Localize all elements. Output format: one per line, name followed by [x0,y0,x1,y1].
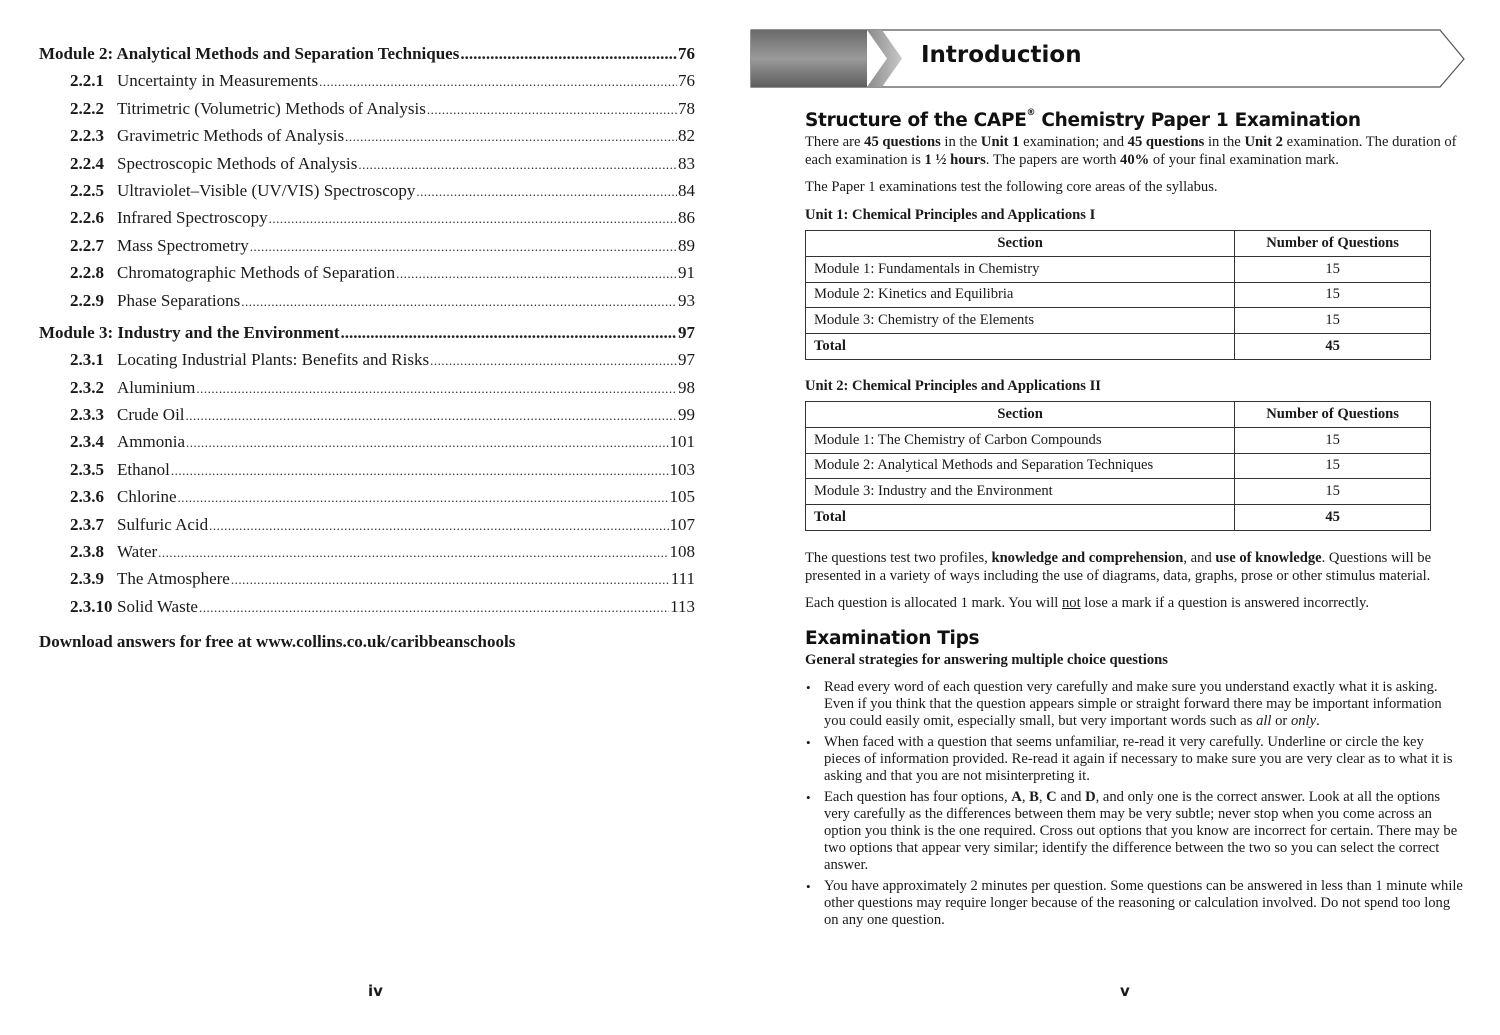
toc-page-number: 97 [678,322,695,342]
toc-leader-dots [231,565,670,593]
toc-page-number: 78 [678,98,695,118]
toc-entry-title: The Atmosphere [117,569,230,589]
toc-entry-number: 2.3.1 [70,350,104,370]
toc-entry-title: Phase Separations [117,290,241,310]
toc-entry[interactable] [39,259,695,286]
text: Read every word of each question very carefully and make sure you understand exactly what it is asking. Even if you think that the question appears simple or straight forward there may be important information you could easily omit, especially small, but very important words such as [824,679,1442,729]
toc-leader-dots [460,40,677,67]
toc-leader-dots [269,204,677,232]
toc-leader-dots [171,456,669,484]
toc-entry-title: Titrimetric (Volumetric) Methods of Analysis [117,98,426,118]
toc-page-number: 89 [678,235,695,255]
toc-page-number: 93 [678,290,695,310]
toc-entry[interactable] [39,593,695,620]
toc-entry-title: Sulfuric Acid [117,514,209,534]
toc-entry[interactable] [39,232,695,259]
cell-total-label: Total [806,334,1235,360]
table-row [806,282,1431,308]
examination-tips-heading: Examination Tips [805,628,980,649]
toc-entry-number: 2.3.8 [70,542,104,562]
toc-entry-title: Water [117,542,158,562]
banner-arrow-graphic [750,28,1466,90]
toc-module-3[interactable] [39,319,695,346]
toc-entry-title: Ammonia [117,432,185,452]
toc-module-2[interactable] [39,40,695,67]
column-header-section: Section [806,402,1235,428]
cell-number: 15 [1235,453,1431,479]
toc-entry[interactable] [39,538,695,565]
toc-leader-dots [209,511,668,539]
cell-section: Module 3: Industry and the Environment [806,479,1235,505]
toc-entry-title: Chromatographic Methods of Separation [117,263,396,283]
toc-module-title: Module 2: Analytical Methods and Separation Techniques [39,44,460,63]
toc-entry-number: 2.2.9 [70,290,104,310]
structure-heading-part-a: Structure of the CAPE [805,110,1027,131]
toc-leader-dots [341,319,677,346]
toc-entry-title: Mass Spectrometry [117,235,249,255]
structure-heading [805,110,1465,131]
exam-structure-paragraph [805,134,1465,169]
toc-entry-number: 2.3.6 [70,487,104,507]
toc-page-number: 101 [669,432,695,452]
toc-page-number: 113 [670,596,695,616]
text: examination; and [1019,134,1128,150]
introduction-banner [750,28,1466,90]
cell-total-value: 45 [1235,334,1431,360]
bold-text: 1 ½ hours [924,151,986,168]
toc-leader-dots [250,232,677,260]
toc-entry-number: 2.3.10 [70,596,113,616]
toc-module-title: Module 3: Industry and the Environment [39,322,340,342]
toc-leader-dots [241,287,677,315]
text: lose a mark if a question is answered incorrectly. [1080,595,1370,611]
text: The questions test two profiles, [805,550,992,566]
toc-entry[interactable] [39,346,695,373]
toc-entry[interactable] [39,428,695,455]
marking-paragraph [805,595,1465,613]
toc-entry-number: 2.2.2 [70,98,104,118]
text: of your final examination mark. [1149,151,1339,168]
toc-entry-title: Chlorine [117,487,177,507]
table-header-row [806,402,1431,428]
bold-text: knowledge and comprehension [991,550,1184,566]
cell-number: 15 [1235,479,1431,505]
unit1-title: Unit 1: Chemical Principles and Applications I [805,207,1096,223]
toc-page-number: 91 [678,263,695,283]
cell-number: 15 [1235,256,1431,282]
download-answers-link[interactable]: Download answers for free at www.collins.co.uk/caribbeanschools [39,632,516,651]
text: Each question has four options, [824,789,1012,805]
text: . The papers are worth [985,151,1121,168]
banner-title: Introduction [921,42,1082,68]
toc-page-number: 111 [670,569,695,589]
toc-entry[interactable] [39,401,695,428]
bold-text: Unit 2 [1244,134,1283,150]
toc-entry-title: Gravimetric Methods of Analysis [117,126,345,146]
text: Each question is allocated 1 mark. You will [805,595,1062,611]
toc-page-number: 86 [678,208,695,228]
toc-entry[interactable] [39,204,695,231]
cell-section: Module 2: Analytical Methods and Separation Techniques [806,453,1235,479]
toc-entry[interactable] [39,565,695,592]
cell-section: Module 2: Kinetics and Equilibria [806,282,1235,308]
toc-entry[interactable] [39,456,695,483]
toc-entry-title: Uncertainty in Measurements [117,71,319,91]
toc-leader-dots [186,401,677,429]
unit1-table-wrapper [805,230,1465,360]
list-item [805,679,1463,730]
unit2-table [805,401,1431,531]
page-number-left: iv [368,982,383,1000]
text: in the [1204,134,1245,150]
toc-entry-title: Locating Industrial Plants: Benefits and Risks [117,350,430,370]
toc-leader-dots [396,259,677,287]
column-header-number: Number of Questions [1235,402,1431,428]
toc-leader-dots [178,483,669,511]
italic-text: only [1290,713,1317,729]
toc-leader-dots [427,95,677,123]
toc-entry-number: 2.2.8 [70,263,104,283]
table-row [806,256,1431,282]
table-row [806,427,1431,453]
unit1-table [805,230,1431,360]
toc-entry-number: 2.2.6 [70,208,104,228]
toc-leader-dots [416,177,677,205]
text: . Questions will be presented in a variety of ways including the use of diagrams, data, graphs, prose or other stimulus material. [805,550,1432,584]
structure-heading-part-b: Chemistry Paper 1 Examination [1035,110,1361,131]
toc-leader-dots [186,428,669,456]
toc-entry-title: Infrared Spectroscopy [117,208,268,228]
table-row [806,308,1431,334]
toc-page-number: 107 [669,514,695,534]
toc-entry[interactable] [39,511,695,538]
toc-page-number: 99 [678,405,695,425]
cell-section: Module 1: Fundamentals in Chemistry [806,256,1235,282]
text: There are [805,134,865,150]
text: . [1316,713,1320,729]
toc-leader-dots [158,538,668,566]
toc-entry[interactable] [39,483,695,510]
toc-page-number: 103 [669,459,695,479]
right-page [750,0,1500,1035]
table-of-contents [39,40,695,620]
column-header-number: Number of Questions [1235,231,1431,257]
toc-leader-dots [358,150,677,178]
unit2-title: Unit 2: Chemical Principles and Applications II [805,378,1101,394]
toc-page-number: 84 [678,180,695,200]
toc-page-number: 98 [678,377,695,397]
bold-text: D [1085,789,1096,805]
table-header-row [806,231,1431,257]
toc-entry[interactable] [39,177,695,204]
table-row [806,479,1431,505]
table-row [806,453,1431,479]
profiles-paragraph [805,550,1465,585]
toc-entry[interactable] [39,67,695,94]
table-total-row [806,505,1431,531]
toc-entry-title: Ethanol [117,459,170,479]
toc-entry[interactable] [39,95,695,122]
cell-number: 15 [1235,308,1431,334]
toc-entry[interactable] [39,122,695,149]
registered-mark: ® [1026,108,1036,118]
cell-total-value: 45 [1235,505,1431,531]
toc-entry-title: Crude Oil [117,405,185,425]
bold-text: Unit 1 [980,134,1020,150]
tips-subheading: General strategies for answering multiple choice questions [805,652,1168,668]
cell-number: 15 [1235,282,1431,308]
toc-leader-dots [345,122,677,150]
text: , [1038,789,1047,805]
toc-entry-number: 2.2.7 [70,235,104,255]
underlined-text: not [1061,595,1081,611]
toc-page-number: 76 [678,44,695,63]
text: examination. The duration of each examination is [805,134,1457,168]
tips-list [805,679,1463,929]
toc-entry-number: 2.3.2 [70,377,104,397]
text: and [1056,789,1086,805]
toc-entry[interactable] [39,150,695,177]
toc-entry-number: 2.3.7 [70,514,104,534]
bold-text: A [1011,789,1022,805]
toc-leader-dots [196,374,677,402]
toc-entry[interactable] [39,287,695,314]
cell-total-label: Total [806,505,1235,531]
page-number-right: v [1120,982,1130,1000]
toc-leader-dots [319,67,677,95]
toc-page-number: 97 [678,350,695,370]
table-total-row [806,334,1431,360]
toc-leader-dots [430,346,677,374]
text: , and [1183,550,1216,566]
column-header-section: Section [806,231,1235,257]
cell-section: Module 1: The Chemistry of Carbon Compounds [806,427,1235,453]
toc-page-number: 76 [678,71,695,91]
toc-page-number: 83 [678,153,695,173]
toc-page-number: 108 [669,542,695,562]
toc-entry-number: 2.2.5 [70,180,104,200]
cell-number: 15 [1235,427,1431,453]
toc-entry-number: 2.2.1 [70,71,104,91]
toc-page-number: 82 [678,126,695,146]
toc-entry-title: Solid Waste [117,596,198,616]
bold-text: 45 questions [1127,134,1205,150]
text: in the [940,134,981,150]
toc-entry-number: 2.2.3 [70,126,104,146]
toc-entry-number: 2.3.9 [70,569,104,589]
list-item: • You have approximately 2 minutes per question. Some questions can be answered in less than 1 minute while other questions may require longer because of the reasoning or calculation involved. Do not spend too long on any one question. [805,878,1463,929]
tips-list-wrapper [805,679,1463,933]
toc-entry[interactable] [39,374,695,401]
bold-text: 40% [1120,151,1150,168]
unit2-table-wrapper [805,401,1465,531]
toc-entry-number: 2.3.4 [70,432,104,452]
cell-section: Module 3: Chemistry of the Elements [806,308,1235,334]
toc-entry-title: Aluminium [117,377,196,397]
italic-text: all [1256,713,1272,729]
text: , [1021,789,1030,805]
text: , and only one is the correct answer. Look at all the options very carefully as the differences between them may be very subtle; never stop when you come across an option you think is the one required. Cross out options that you know are incorrect for certain. There may be two options that appear very similar; identify the difference between the two so you can select the correct answer. [824,789,1458,873]
list-item [805,789,1463,874]
toc-page-number: 105 [669,487,695,507]
bold-text: use of knowledge [1215,550,1322,566]
core-areas-paragraph: The Paper 1 examinations test the following core areas of the syllabus. [805,179,1218,195]
text: or [1271,713,1291,729]
toc-entry-title: Ultraviolet–Visible (UV/VIS) Spectroscopy [117,180,416,200]
toc-entry-title: Spectroscopic Methods of Analysis [117,153,358,173]
list-item: • When faced with a question that seems unfamiliar, re-read it very carefully. Underline or circle the key pieces of information provided. Re-read it again if necessary to make sure you are very clear as to what it is asking and that you are not misinterpreting it. [805,734,1463,785]
toc-leader-dots [199,593,669,621]
toc-entry-number: 2.3.5 [70,459,104,479]
bold-text: C [1046,789,1057,805]
toc-entry-number: 2.2.4 [70,153,104,173]
bold-text: B [1029,789,1039,805]
toc-entry-number: 2.3.3 [70,405,104,425]
bold-text: 45 questions [864,134,941,150]
